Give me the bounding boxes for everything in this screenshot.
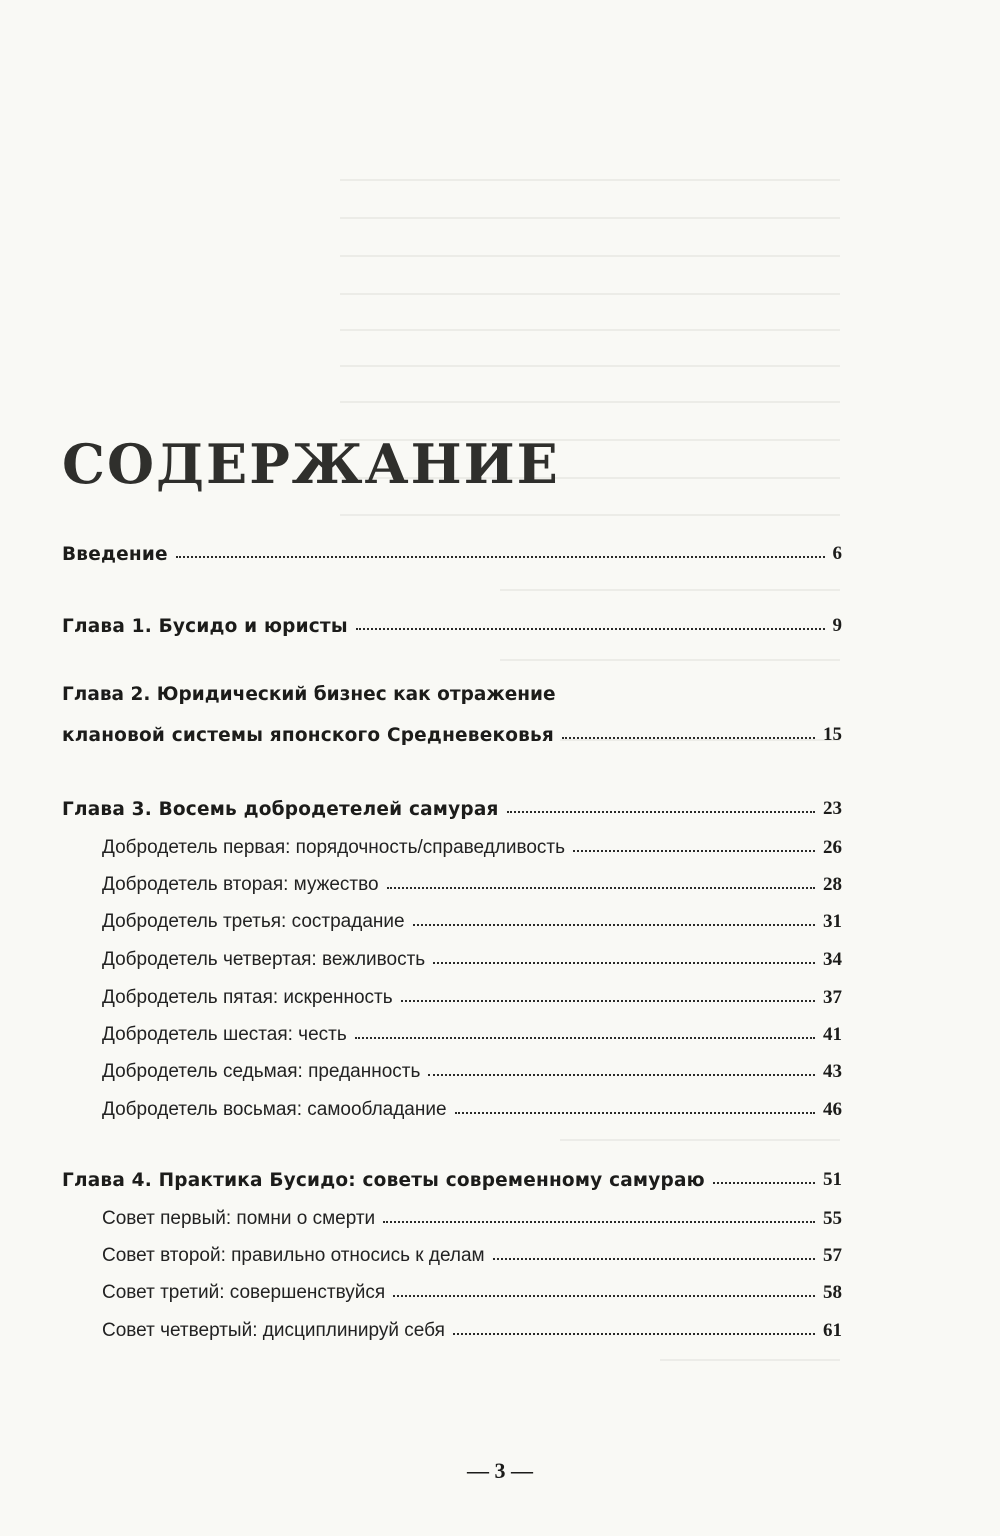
toc-entry-advice-3[interactable] [102, 1274, 842, 1304]
toc-entry-chapter-2[interactable] [62, 716, 842, 746]
page-number-footer: — 3 — [467, 1458, 533, 1483]
toc-entry-label: Глава 1. Бусидо и юристы [62, 616, 348, 637]
dot-leader [356, 627, 825, 630]
toc-page-number: 6 [832, 543, 842, 564]
toc-entry-label: Добродетель седьмая: преданность [102, 1061, 421, 1082]
toc-page-number: 58 [823, 1282, 842, 1303]
toc-entry-chapter-4[interactable] [62, 1161, 842, 1191]
toc-entry-chapter-1[interactable] [62, 607, 842, 637]
toc-page-number: 31 [823, 911, 842, 932]
toc-entry-virtue-8[interactable] [102, 1091, 842, 1121]
toc-entry-virtue-2[interactable] [102, 866, 842, 896]
toc-page-number: 55 [823, 1208, 842, 1229]
toc-entry-label: Добродетель шестая: честь [102, 1024, 347, 1045]
toc-entry-advice-1[interactable] [102, 1200, 842, 1230]
dot-leader [413, 923, 815, 926]
dot-leader [383, 1220, 815, 1223]
toc-entry-virtue-4[interactable] [102, 941, 842, 971]
toc-entry-label: Добродетель восьмая: самообладание [102, 1099, 447, 1120]
toc-entry-label: Совет четвертый: дисциплинируй себя [102, 1320, 445, 1341]
toc-entry-label: Совет первый: помни о смерти [102, 1208, 376, 1229]
dot-leader [387, 886, 815, 889]
toc-entry-chapter-2-line1[interactable]: Глава 2. Юридический бизнес как отражение [62, 684, 556, 705]
toc-page-number: 37 [823, 987, 842, 1008]
toc-page-number: 57 [823, 1245, 842, 1266]
toc-entry-label: Добродетель четвертая: вежливость [102, 949, 426, 970]
dot-leader [176, 555, 825, 558]
toc-page-number: 61 [823, 1320, 842, 1341]
dot-leader [573, 849, 815, 852]
toc-entry-virtue-3[interactable] [102, 903, 842, 933]
toc-entry-label: Добродетель третья: сострадание [102, 911, 405, 932]
toc-entry-advice-2[interactable] [102, 1237, 842, 1267]
dot-leader [713, 1181, 815, 1184]
toc-page-number: 9 [832, 615, 842, 636]
toc-entry-label: Добродетель первая: порядочность/справедливость [102, 837, 566, 858]
toc-page-number: 28 [823, 874, 842, 895]
toc-page-number: 34 [823, 949, 842, 970]
toc-entry-virtue-5[interactable] [102, 979, 842, 1009]
toc-entry-label: Глава 4. Практика Бусидо: советы современному самураю [62, 1170, 705, 1191]
toc-entry-virtue-1[interactable] [102, 829, 842, 859]
page-title: СОДЕРЖАНИЕ [62, 432, 560, 496]
toc-page-number: 41 [823, 1024, 842, 1045]
dot-leader [428, 1073, 815, 1076]
dot-leader [455, 1111, 815, 1114]
toc-page-number: 51 [823, 1169, 842, 1190]
toc-entry-virtue-7[interactable] [102, 1053, 842, 1083]
toc-page-number: 15 [823, 724, 842, 745]
toc-entry-introduction[interactable] [62, 535, 842, 565]
toc-entry-label: Добродетель пятая: искренность [102, 987, 393, 1008]
dot-leader [562, 736, 815, 739]
dot-leader [507, 810, 815, 813]
toc-entry-label: Совет второй: правильно относись к делам [102, 1245, 485, 1266]
dot-leader [393, 1294, 815, 1297]
dot-leader [433, 961, 815, 964]
toc-entry-label: Добродетель вторая: мужество [102, 874, 379, 895]
toc-entry-advice-4[interactable] [102, 1312, 842, 1342]
toc-page-number: 43 [823, 1061, 842, 1082]
toc-entry-label: Совет третий: совершенствуйся [102, 1282, 386, 1303]
toc-page-number: 26 [823, 837, 842, 858]
toc-page-number: 23 [823, 798, 842, 819]
dot-leader [453, 1332, 815, 1335]
toc-entry-chapter-3[interactable] [62, 790, 842, 820]
dot-leader [493, 1257, 815, 1260]
toc-entry-label: Введение [62, 544, 168, 565]
toc-entry-virtue-6[interactable] [102, 1016, 842, 1046]
dot-leader [401, 999, 815, 1002]
toc-page-number: 46 [823, 1099, 842, 1120]
toc-entry-label: Глава 3. Восемь добродетелей самурая [62, 799, 499, 820]
toc-entry-label: клановой системы японского Средневековья [62, 725, 554, 746]
dot-leader [355, 1036, 815, 1039]
